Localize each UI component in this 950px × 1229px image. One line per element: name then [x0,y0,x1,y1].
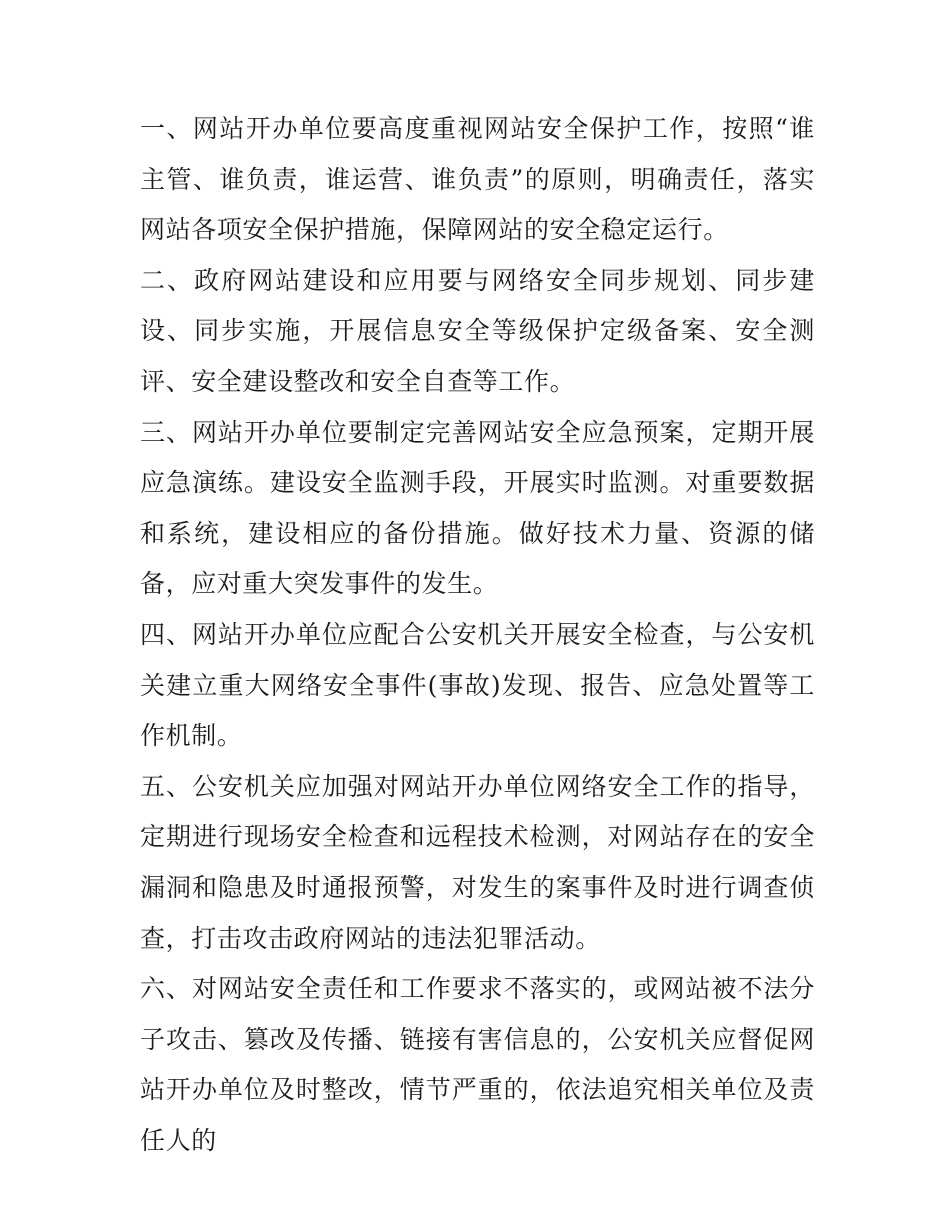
paragraph-5: 五、公安机关应加强对网站开办单位网络安全工作的指导，定期进行现场安全检查和远程技术检测，对网站存在的安全漏洞和隐患及时通报预警，对发生的案事件及时进行调查侦查，打击攻击政府网站的违法犯罪活动。 [140,771,815,953]
paragraph-4: 四、网站开办单位应配合公安机关开展安全检查，与公安机关建立重大网络安全事件(事故)发现、报告、应急处置等工作机制。 [140,619,815,751]
paragraph-6: 六、对网站安全责任和工作要求不落实的，或网站被不法分子攻击、篡改及传播、链接有害信息的，公安机关应督促网站开办单位及时整改，情节严重的，依法追究相关单位及责任人的 [140,974,815,1155]
document-body [140,104,815,1166]
paragraph-2: 二、政府网站建设和应用要与网络安全同步规划、同步建设、同步实施，开展信息安全等级保护定级备案、安全测评、安全建设整改和安全自查等工作。 [140,265,815,396]
paragraph-3: 三、网站开办单位要制定完善网站安全应急预案，定期开展应急演练。建设安全监测手段，开展实时监测。对重要数据和系统，建设相应的备份措施。做好技术力量、资源的储备，应对重大突发事件的发生。 [140,417,815,599]
paragraph-1: 一、网站开办单位要高度重视网站安全保护工作，按照“谁主管、谁负责，谁运营、谁负责”的原则，明确责任，落实网站各项安全保护措施，保障网站的安全稳定运行。 [140,114,815,245]
